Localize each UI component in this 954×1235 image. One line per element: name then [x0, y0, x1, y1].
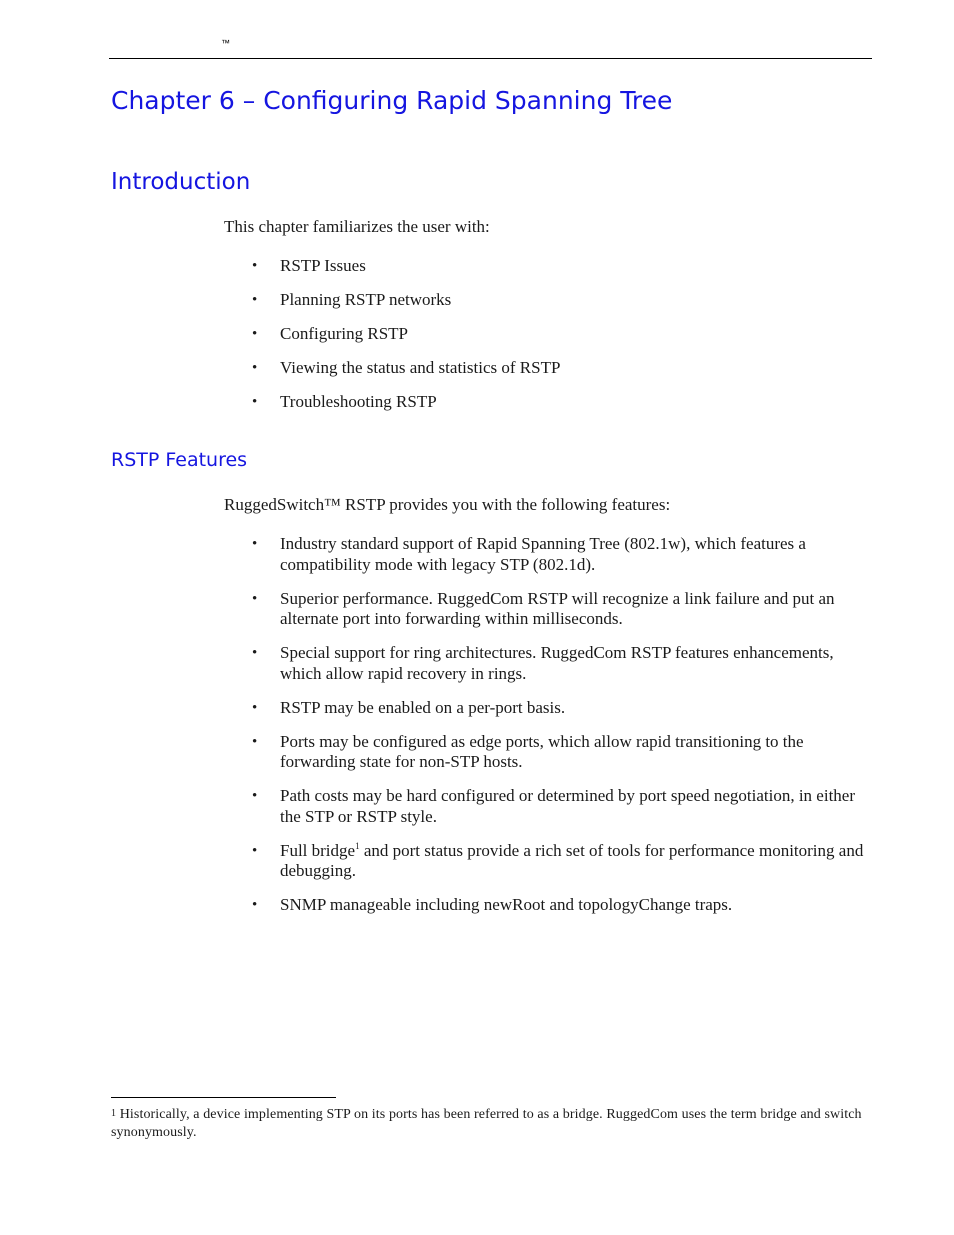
chapter-title: Chapter 6 – Configuring Rapid Spanning Tree	[111, 86, 673, 115]
footnote-rule	[111, 1097, 336, 1098]
footnote-text: Historically, a device implementing STP on its ports has been referred to as a bridge. RuggedCom uses the term bridge and switch synonymously.	[111, 1107, 862, 1140]
bullet-icon: •	[252, 326, 258, 342]
list-item: • RSTP Issues	[252, 256, 366, 275]
bullet-icon: •	[252, 897, 258, 913]
list-item: • Configuring RSTP	[252, 324, 408, 343]
bullet-icon: •	[252, 842, 258, 859]
bullet-icon: •	[252, 536, 258, 552]
features-lead: RuggedSwitch™ RSTP provides you with the following features:	[224, 495, 671, 514]
features-list	[224, 534, 874, 929]
bullet-icon: •	[252, 590, 258, 607]
trademark-mark: ™	[221, 38, 230, 48]
bullet-icon: •	[252, 292, 258, 308]
header-rule	[109, 58, 872, 59]
bullet-icon: •	[252, 699, 258, 716]
list-item: • Industry standard support of Rapid Spanning Tree (802.1w), which features a compatibility mode with legacy STP (802.1d).	[252, 534, 806, 574]
bullet-icon: •	[252, 258, 258, 274]
list-item: • Path costs may be hard configured or determined by port speed negotiation, in either the STP or RSTP style.	[252, 786, 856, 826]
bullet-icon: •	[252, 394, 258, 410]
introduction-lead: This chapter familiarizes the user with:	[224, 217, 490, 236]
list-item: • RSTP may be enabled on a per-port basis.	[252, 697, 566, 717]
list-item: • SNMP manageable including newRoot and topologyChange traps.	[252, 895, 733, 914]
bullet-icon: •	[252, 360, 258, 376]
footnote-ref[interactable]: 1	[355, 840, 360, 851]
footnote	[111, 1105, 871, 1142]
list-item: • Special support for ring architectures. RuggedCom RSTP features enhancements, which allow rapid recovery in rings.	[252, 643, 834, 683]
introduction-heading: Introduction	[111, 169, 251, 195]
bullet-icon: •	[252, 788, 258, 804]
list-item: • Viewing the status and statistics of RSTP	[252, 358, 561, 377]
bullet-icon: •	[252, 645, 258, 661]
rstp-features-heading: RSTP Features	[111, 449, 248, 471]
bullet-icon: •	[252, 733, 258, 750]
list-item: • Troubleshooting RSTP	[252, 392, 437, 411]
footnote-number: 1	[111, 1108, 117, 1119]
list-item: • Ports may be configured as edge ports, which allow rapid transitioning to the forwarding state for non-STP hosts.	[252, 731, 804, 771]
list-item: • Planning RSTP networks	[252, 290, 452, 309]
list-item: • Full bridge$^1$ and port status provide a rich set of tools for performance monitoring and debugging.	[252, 840, 864, 880]
introduction-list	[224, 256, 874, 426]
list-item: • Superior performance. RuggedCom RSTP will recognize a link failure and put an alternate port into forwarding within milliseconds.	[252, 588, 835, 628]
